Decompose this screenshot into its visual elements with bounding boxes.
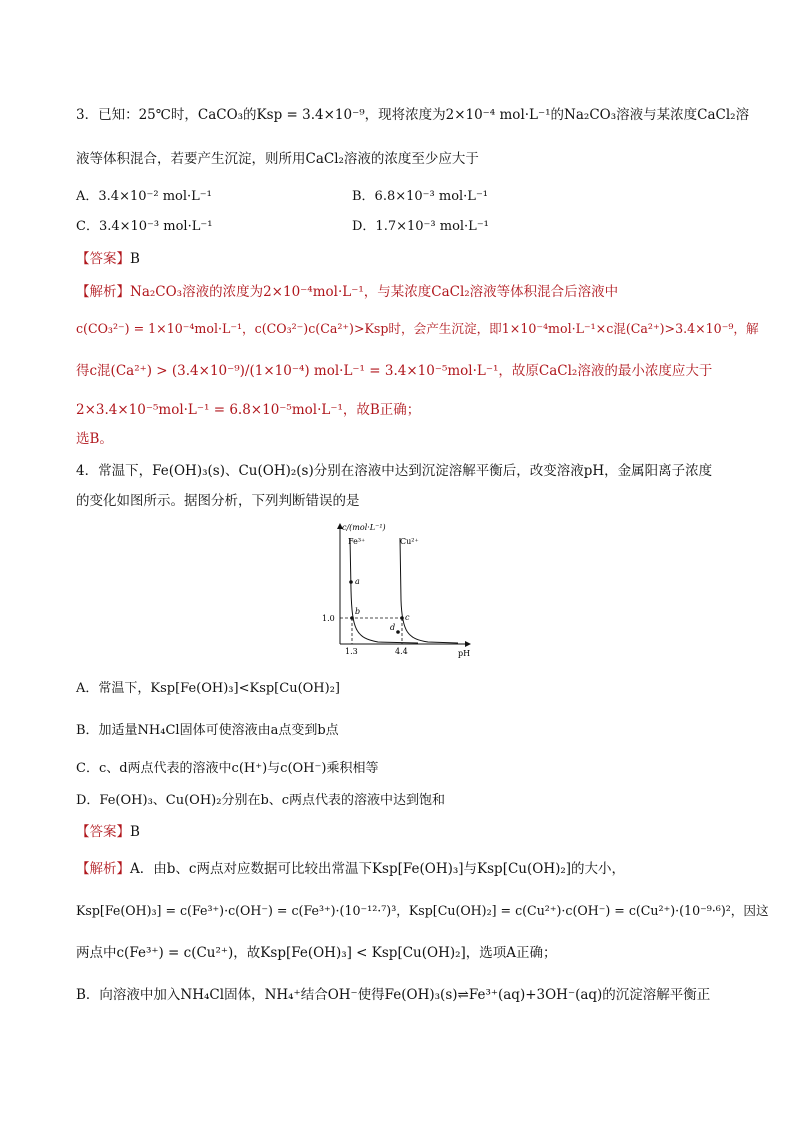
point-b [350,616,354,620]
answer-value: B [130,251,140,267]
answer-tag: 【答案】 [76,251,130,267]
q3-stem-line2: 液等体积混合，若要产生沉淀，则所用CaCl₂溶液的浓度至少应大于 [76,151,479,167]
answer-value: B [130,824,140,840]
x-tick-1-3: 1.3 [345,647,358,656]
analysis-text: A．由b、c两点对应数据可比较出常温下Ksp[Fe(OH)₃]与Ksp[Cu(OH)₂]的大小， [130,861,626,877]
figure-svg [318,520,478,660]
point-d [396,630,400,634]
q4-option-b[interactable]: B．加适量NH₄Cl固体可使溶液由a点变到b点 [76,723,339,738]
label-a: a [355,577,360,586]
y-axis-label: c/(mol·L⁻¹) [342,523,386,532]
x-tick-4-4: 4.4 [395,647,408,656]
cu2-label: Cu²⁺ [400,537,419,546]
q3-analysis-line1 [76,283,618,301]
q4-analysis-line1 [76,860,625,878]
q4-option-c[interactable]: C．c、d两点代表的溶液中c(H⁺)与c(OH⁻)乘积相等 [76,761,379,776]
q4-analysis-line4: B．向溶液中加入NH₄Cl固体，NH₄⁺结合OH⁻使得Fe(OH)₃(s)⇌Fe³⁺(aq)+3OH⁻(aq)的沉淀溶解平衡正 [76,987,711,1003]
q4-analysis-line3: 两点中c(Fe³⁺) = c(Cu²⁺)，故Ksp[Fe(OH)₃] < Ksp[Cu(OH)₂]，选项A正确； [76,945,557,961]
analysis-tag: 【解析】 [76,284,130,300]
q4-concentration-ph-figure [318,520,478,660]
q3-analysis-line4: 2×3.4×10⁻⁵mol·L⁻¹ = 6.8×10⁻⁵mol·L⁻¹，故B正确； [76,402,421,418]
analysis-text: Na₂CO₃溶液的浓度为2×10⁻⁴mol·L⁻¹，与某浓度CaCl₂溶液等体积混合后溶液中 [130,284,619,300]
analysis-tag: 【解析】 [76,861,130,877]
point-c [400,616,404,620]
q3-option-a[interactable]: A．3.4×10⁻² mol·L⁻¹ [76,189,212,204]
x-axis-label: pH [458,649,471,658]
q3-option-c[interactable]: C．3.4×10⁻³ mol·L⁻¹ [76,219,213,234]
point-a [349,580,353,584]
label-d: d [390,623,396,632]
q4-option-d[interactable]: D．Fe(OH)₃、Cu(OH)₂分别在b、c两点代表的溶液中达到饱和 [76,793,446,808]
q3-analysis-line2: c(CO₃²⁻) = 1×10⁻⁴mol·L⁻¹，c(CO₃²⁻)c(Ca²⁺)>Ksp时，会产生沉淀，即1×10⁻⁴mol·L⁻¹×c混(Ca²⁺)>3.4×10⁻⁹，解 [76,321,759,336]
q4-analysis-line2: Ksp[Fe(OH)₃] = c(Fe³⁺)·c(OH⁻) = c(Fe³⁺)·(10⁻¹²·⁷)³，Ksp[Cu(OH)₂] = c(Cu²⁺)·c(OH⁻) = c(Cu²⁺)·(10⁻⁹·⁶)²，因这 [76,903,769,918]
answer-tag: 【答案】 [76,824,130,840]
cu2-curve [400,538,458,643]
q3-option-b[interactable]: B．6.8×10⁻³ mol·L⁻¹ [352,189,489,204]
q3-answer [76,250,140,268]
q4-answer [76,823,140,841]
label-b: b [355,607,361,616]
q3-analysis-line5: 选B。 [76,431,113,447]
q4-option-a[interactable]: A．常温下，Ksp[Fe(OH)₃]<Ksp[Cu(OH)₂] [76,681,340,696]
fe3-label: Fe³⁺ [348,537,366,546]
y-tick-1-0: 1.0 [322,614,335,623]
label-c: c [405,613,410,622]
q3-stem-line1: 3．已知：25℃时，CaCO₃的Ksp = 3.4×10⁻⁹，现将浓度为2×10⁻⁴ mol·L⁻¹的Na₂CO₃溶液与某浓度CaCl₂溶 [76,107,750,123]
q3-option-d[interactable]: D．1.7×10⁻³ mol·L⁻¹ [352,219,489,234]
fe3-curve [350,538,418,643]
q4-stem-line1: 4．常温下，Fe(OH)₃(s)、Cu(OH)₂(s)分别在溶液中达到沉淀溶解平衡后，改变溶液pH，金属阳离子浓度 [76,463,713,479]
q4-stem-line2: 的变化如图所示。据图分析，下列判断错误的是 [76,493,360,509]
q3-analysis-line3: 得c混(Ca²⁺) > (3.4×10⁻⁹)/(1×10⁻⁴) mol·L⁻¹ = 3.4×10⁻⁵mol·L⁻¹，故原CaCl₂溶液的最小浓度应大于 [76,363,713,379]
